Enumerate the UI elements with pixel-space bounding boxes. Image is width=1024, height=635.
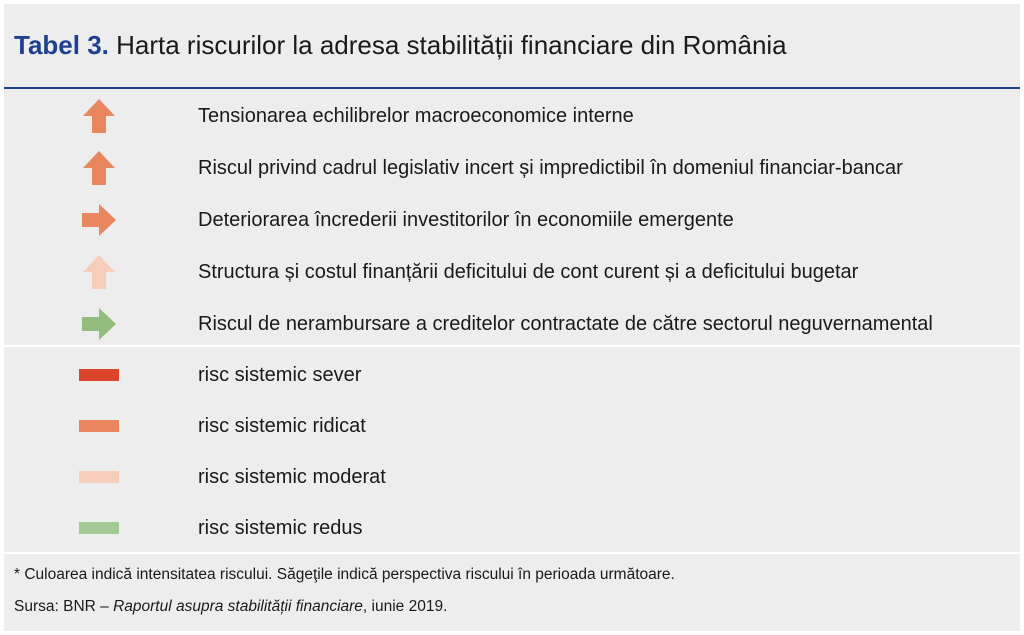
- legend-row: [4, 451, 1020, 503]
- risk-arrow: [74, 142, 124, 194]
- risk-label: Riscul de nerambursare a creditelor contractate de către sectorul neguvernamental: [198, 312, 933, 335]
- legend-label: risc sistemic ridicat: [198, 414, 366, 437]
- arrow-up-icon: [79, 148, 119, 188]
- arrow-right-shape: [82, 308, 116, 340]
- source-prefix: Sursa: BNR –: [14, 598, 114, 615]
- legend-swatch: [79, 471, 119, 483]
- source-suffix: , iunie 2019.: [362, 598, 448, 615]
- arrow-up-icon: [79, 252, 119, 292]
- arrow-up-icon: [79, 96, 119, 136]
- risk-arrow: [74, 246, 124, 298]
- risk-row: [4, 194, 1020, 246]
- section-divider: [4, 345, 1020, 347]
- risk-row: [4, 90, 1020, 142]
- header-divider: [4, 87, 1020, 89]
- page-title: [14, 30, 787, 61]
- arrow-right-icon: [79, 304, 119, 344]
- arrow-up-shape: [83, 255, 115, 289]
- risk-label: Deteriorarea încrederii investitorilor în economiile emergente: [198, 208, 734, 231]
- legend-swatch: [79, 420, 119, 432]
- legend-label: risc sistemic moderat: [198, 465, 386, 488]
- risk-row: [4, 298, 1020, 350]
- table-number: Tabel 3.: [14, 30, 109, 60]
- legend-row: [4, 502, 1020, 554]
- risk-label: Tensionarea echilibrelor macroeconomice interne: [198, 104, 634, 127]
- arrow-up-shape: [83, 99, 115, 133]
- risk-arrow: [74, 298, 124, 350]
- legend-row: [4, 349, 1020, 401]
- section-divider: [4, 552, 1020, 554]
- source-line: [14, 598, 447, 616]
- source-title: Raportul asupra stabilității financiare: [113, 598, 363, 615]
- arrow-up-shape: [83, 151, 115, 185]
- risk-arrow: [74, 90, 124, 142]
- risk-label: Riscul privind cadrul legislativ incert și impredictibil în domeniul financiar-bancar: [198, 156, 903, 179]
- risk-row: [4, 246, 1020, 298]
- arrow-right-icon: [79, 200, 119, 240]
- legend-label: risc sistemic redus: [198, 516, 363, 539]
- risk-row: [4, 142, 1020, 194]
- arrow-right-shape: [82, 204, 116, 236]
- footnote: * Culoarea indică intensitatea riscului. Săgeţile indică perspectiva riscului în perioada următoare.: [14, 566, 675, 583]
- legend-swatch: [79, 522, 119, 534]
- risk-label: Structura și costul finanțării deficitului de cont curent și a deficitului bugetar: [198, 260, 859, 283]
- legend-swatch: [79, 369, 119, 381]
- legend-label: risc sistemic sever: [198, 363, 362, 386]
- table-title: Harta riscurilor la adresa stabilității financiare din România: [116, 30, 787, 60]
- legend-row: [4, 400, 1020, 452]
- risk-arrow: [74, 194, 124, 246]
